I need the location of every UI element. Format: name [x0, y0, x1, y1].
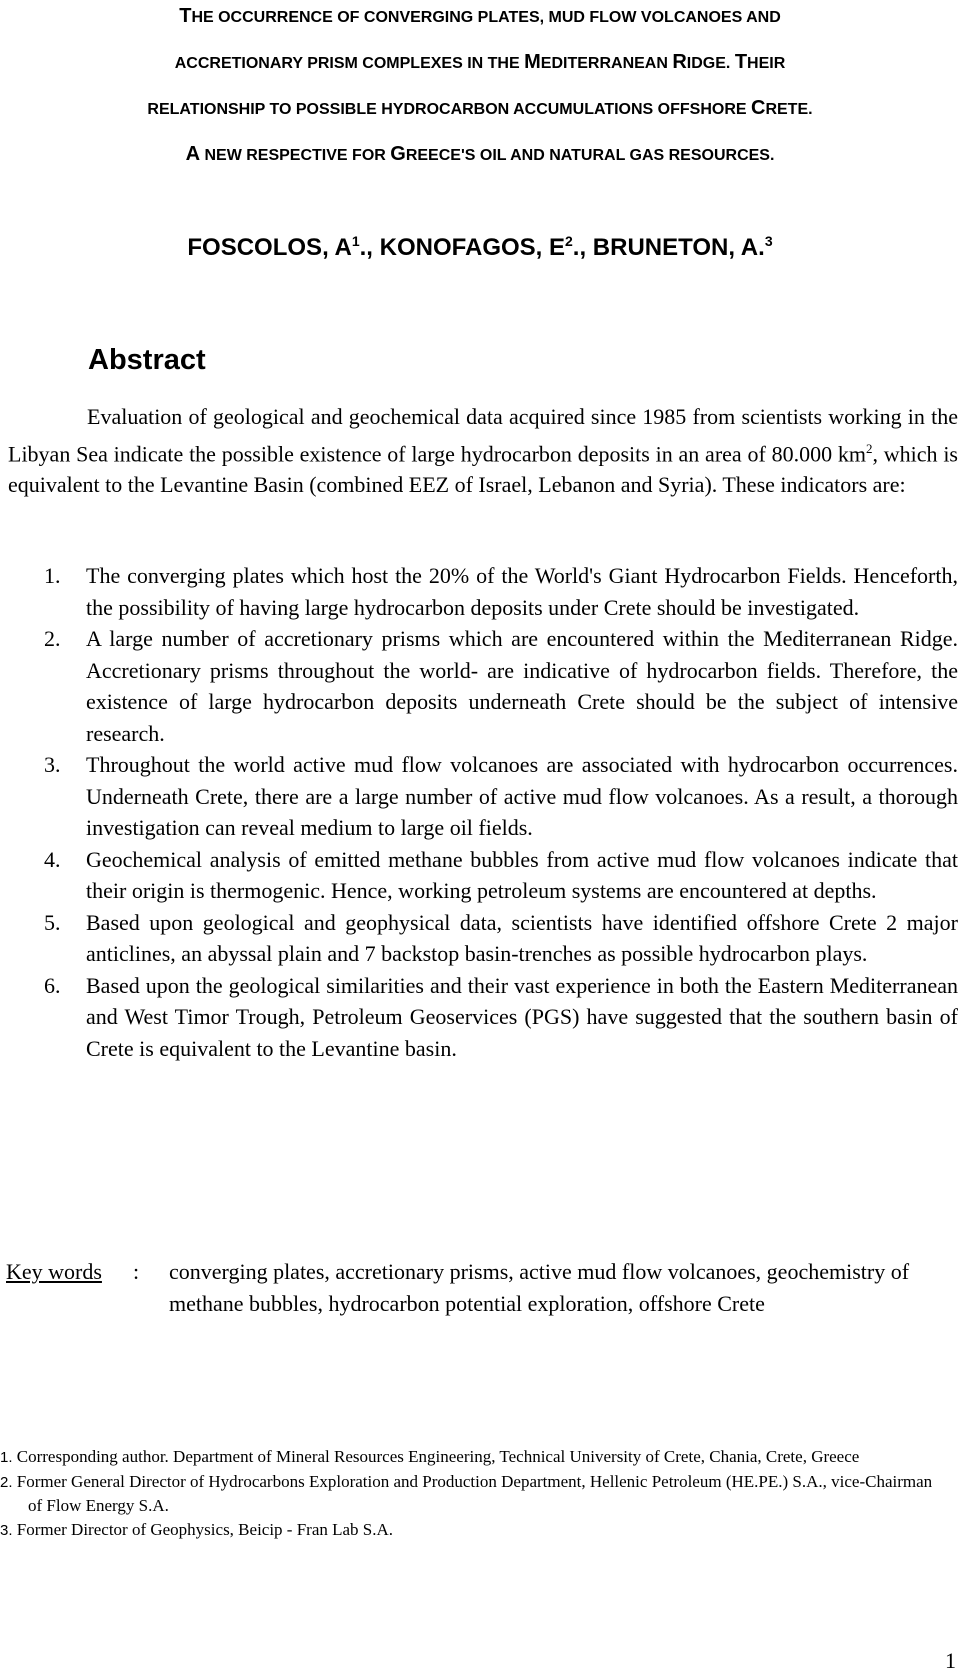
item-text: Based upon geological and geophysical data, scientists have identified offshore Crete 2 major anticlines, an abyssal plain and 7 backstop basin-trenches as possible hydrocarbon plays. [86, 909, 958, 966]
title-line-2 [0, 40, 960, 86]
item-number: 4. [44, 846, 61, 872]
title-cap: A [185, 143, 201, 165]
indicator-list [0, 560, 958, 1064]
list-item [0, 623, 958, 749]
title-small-caps: RETE. [765, 101, 813, 118]
footnote [0, 1445, 950, 1470]
title-small-caps: HEIR [747, 55, 786, 72]
title-small-caps: IDGE. [686, 55, 735, 72]
title-small-caps: REECE'S OIL AND NATURAL GAS RESOURCES. [405, 147, 775, 164]
item-text: Based upon the geological similarities and their vast experience in both the Eastern Mediterranean and West Timor Trough, Petroleum Geoservices (PGS) have suggested that the southern basin of Crete is equivalent to the Levantine basin. [86, 972, 958, 1061]
item-number: 1. [44, 563, 61, 588]
author-affiliation-mark: 3 [764, 233, 773, 249]
footnote-text: Corresponding author. Department of Mineral Resources Engineering, Technical University of Crete, Chania, Crete, Greece [12, 1447, 860, 1466]
title-small-caps: ACCRETIONARY PRISM COMPLEXES IN THE [174, 55, 525, 72]
list-item [0, 970, 958, 1065]
abstract-intro [8, 401, 958, 501]
title-small-caps: HE OCCURRENCE OF CONVERGING PLATES, MUD FLOW VOLCANOES AND [191, 9, 781, 26]
title-small-caps: NEW RESPECTIVE FOR [200, 147, 391, 164]
author-name: ., KONOFAGOS, E [359, 234, 565, 261]
keywords-section [6, 1256, 956, 1319]
title-cap: T [734, 51, 748, 73]
list-item [0, 560, 958, 623]
footnotes [0, 1445, 950, 1542]
title-cap: C [751, 97, 766, 119]
footnote-number: 2. [0, 1473, 13, 1491]
keywords-label: Key words [6, 1259, 102, 1284]
list-item [0, 749, 958, 844]
title-cap: R [672, 51, 687, 73]
author-affiliation-mark: 1 [351, 233, 360, 249]
footnote [0, 1470, 950, 1518]
list-item [0, 844, 958, 907]
footnote-number: 3. [0, 1521, 13, 1539]
item-text: The converging plates which host the 20% of the World's Giant Hydrocarbon Fields. Henceforth, the possibility of having large hydrocarbon deposits under Crete should be investigated. [86, 563, 958, 620]
title-cap: M [524, 51, 541, 73]
footnote-text: Former General Director of Hydrocarbons Exploration and Production Department, Hellenic Petroleum (HE.PE.) S.A., vice-Chairman of Flow Energy S.A. [12, 1471, 933, 1515]
title-line-1 [0, 0, 960, 40]
footnote-text: Former Director of Geophysics, Beicip - Fran Lab S.A. [12, 1519, 394, 1539]
title-line-3 [0, 86, 960, 132]
item-number: 5. [44, 909, 61, 935]
footnote-number: 1. [0, 1449, 13, 1466]
item-text: Geochemical analysis of emitted methane bubbles from active mud flow volcanoes indicate that their origin is thermogenic. Hence, working petroleum systems are encountered at depths. [86, 846, 958, 903]
footnote [0, 1518, 950, 1543]
title-cap: T [179, 5, 192, 27]
item-text: A large number of accretionary prisms which are encountered within the Mediterranean Ridge. Accretionary prisms throughout the world- are indicative of hydrocarbon fields. Therefore, the existence of large hydrocarbon deposits underneath Crete should be the subject of intensive research. [86, 626, 958, 746]
page-number: 1 [945, 1648, 956, 1673]
title-small-caps: RELATIONSHIP TO POSSIBLE HYDROCARBON ACCUMULATIONS OFFSHORE [147, 101, 751, 118]
list-item [0, 907, 958, 970]
abstract-heading: Abstract [88, 344, 206, 376]
title-cap: G [390, 143, 406, 165]
keywords-colon: : [133, 1259, 140, 1284]
author-name: ., BRUNETON, A. [572, 234, 765, 261]
author-name: FOSCOLOS, A [187, 234, 352, 261]
keywords-text: converging plates, accretionary prisms, active mud flow volcanoes, geochemistry of methane bubbles, hydrocarbon potential exploration, offshore Crete [169, 1259, 910, 1316]
item-text: Throughout the world active mud flow volcanoes are associated with hydrocarbon occurrences. Underneath Crete, there are a large number of active mud flow volcanoes. As a result, a thorough investigation can reveal medium to large oil fields. [86, 752, 958, 840]
item-number: 3. [44, 752, 61, 777]
author-affiliation-mark: 2 [565, 233, 573, 249]
abstract-intro-text: , which is equivalent to the Levantine Basin (combined EEZ of Israel, Lebanon and Syria). These indicators are: [8, 440, 958, 498]
author-list [0, 233, 960, 262]
abstract-intro-text: Evaluation of geological and geochemical data acquired since 1985 from scientists working in the Libyan Sea indicate the possible existence of large hydrocarbon deposits in an area of 80.000 km [8, 404, 958, 466]
title-small-caps: EDITERRANEAN [540, 55, 673, 72]
title-line-4 [0, 132, 960, 178]
item-number: 6. [44, 972, 61, 998]
superscript: 2 [865, 440, 873, 456]
paper-title [0, 0, 960, 178]
item-number: 2. [44, 626, 61, 651]
